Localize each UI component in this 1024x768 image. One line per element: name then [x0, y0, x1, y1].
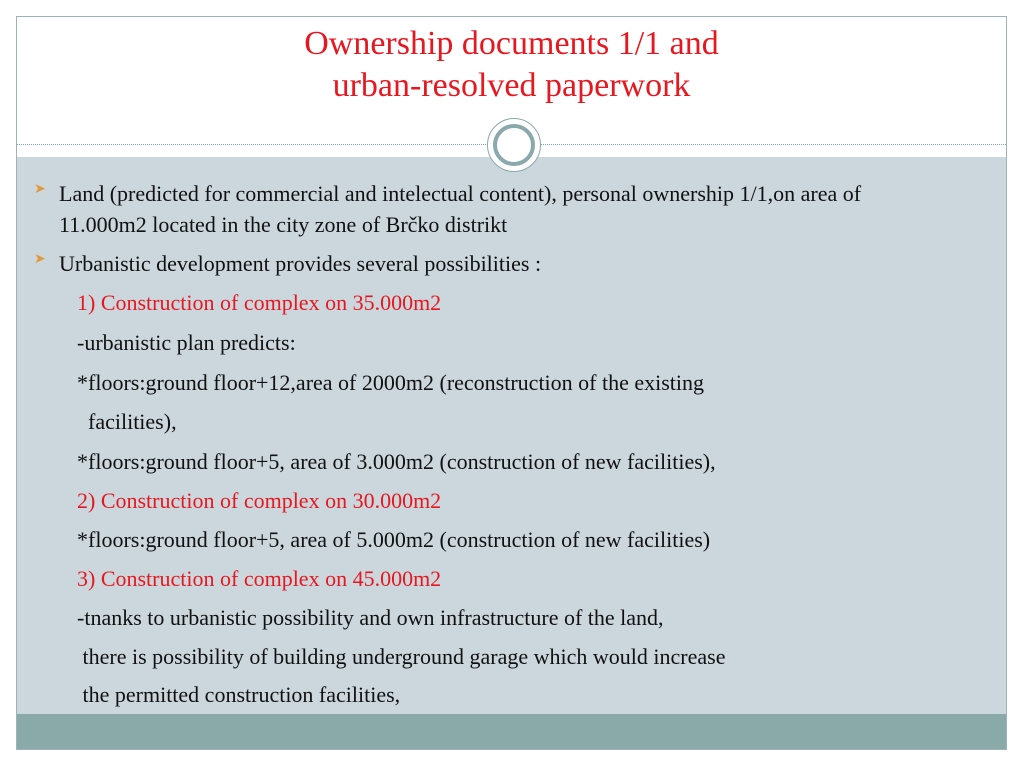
bullet-text: Urbanistic development provides several possibilities : [59, 251, 542, 276]
bullet-text: Land (predicted for commercial and intelectual content), personal ownership 1/1,on area of 11.000m2 located in the city zone of Brčko distrikt [59, 181, 862, 237]
body-line: *floors:ground floor+12,area of 2000m2 (reconstruction of the existing [77, 370, 705, 395]
bullet-item [34, 178, 934, 240]
chevron-right-icon: ➤ [34, 252, 46, 267]
title-line-1: Ownership documents 1/1 and [304, 25, 719, 62]
title-line-2: urban-resolved paperwork [332, 67, 691, 104]
option-heading-3: 3) Construction of complex on 45.000m2 [77, 566, 442, 591]
footer-band [17, 714, 1006, 749]
body-line: *floors:ground floor+5, area of 5.000m2 (construction of new facilities) [77, 527, 711, 552]
slide-title [17, 23, 1006, 107]
chevron-right-icon: ➤ [34, 182, 46, 197]
bullet-item [34, 248, 934, 279]
body-line: there is possibility of building underground garage which would increase [77, 644, 726, 669]
body-line: -tnanks to urbanistic possibility and own infrastructure of the land, [77, 605, 664, 630]
body-line: the permitted construction facilities, [77, 682, 401, 707]
body-line: facilities), [77, 409, 177, 434]
divider-circle-icon [487, 118, 541, 172]
option-heading-2: 2) Construction of complex on 30.000m2 [77, 488, 442, 513]
body-line: -urbanistic plan predicts: [77, 330, 296, 355]
body-line: *floors:ground floor+5, area of 3.000m2 (construction of new facilities), [77, 449, 716, 474]
option-heading-1: 1) Construction of complex on 35.000m2 [77, 290, 442, 315]
